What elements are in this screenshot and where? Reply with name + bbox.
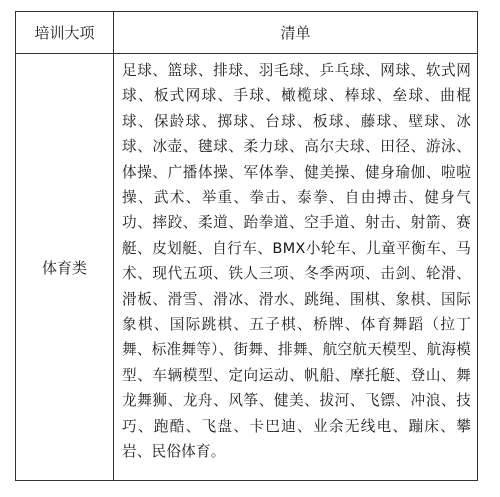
table-row xyxy=(16,54,478,481)
header-list-label: 清单 xyxy=(280,24,311,42)
header-category-label: 培训大项 xyxy=(34,24,95,42)
header-list-cell xyxy=(114,12,478,54)
list-cell xyxy=(114,54,478,481)
category-cell xyxy=(16,54,114,481)
header-category-cell xyxy=(16,12,114,54)
training-table xyxy=(15,11,478,481)
category-label: 体育类 xyxy=(41,258,87,277)
item-list-text: 足球、篮球、排球、羽毛球、乒乓球、网球、软式网球、板式网球、手球、橄榄球、棒球、垒球、曲棍球、保龄球、掷球、台球、板球、藤球、壁球、冰球、冰壶、毽球、柔力球、高尔夫球、田径、游泳、体操、广播体操、军体拳、健美操、健身瑜伽、啦啦操、武术、举重、拳击、泰拳、自由搏击、健身气功、摔跤、柔道、跆拳道、空手道、射击、射箭、赛艇、皮划艇、自行车、BMX小轮车、儿童平衡车、马术、现代五项、铁人三项、冬季两项、击剑、轮滑、滑板、滑雪、滑冰、滑水、跳绳、围棋、象棋、国际象棋、国际跳棋、五子棋、桥牌、体育舞蹈（拉丁舞、标准舞等）、街舞、排舞、航空航天模型、航海模型、车辆模型、定向运动、帆船、摩托艇、登山、舞龙舞狮、龙舟、风筝、健美、拔河、飞镖、冲浪、技巧、跑酷、飞盘、卡巴迪、业余无线电、蹦床、攀岩、民俗体育。 xyxy=(122,62,471,461)
table-header-row xyxy=(16,12,478,54)
